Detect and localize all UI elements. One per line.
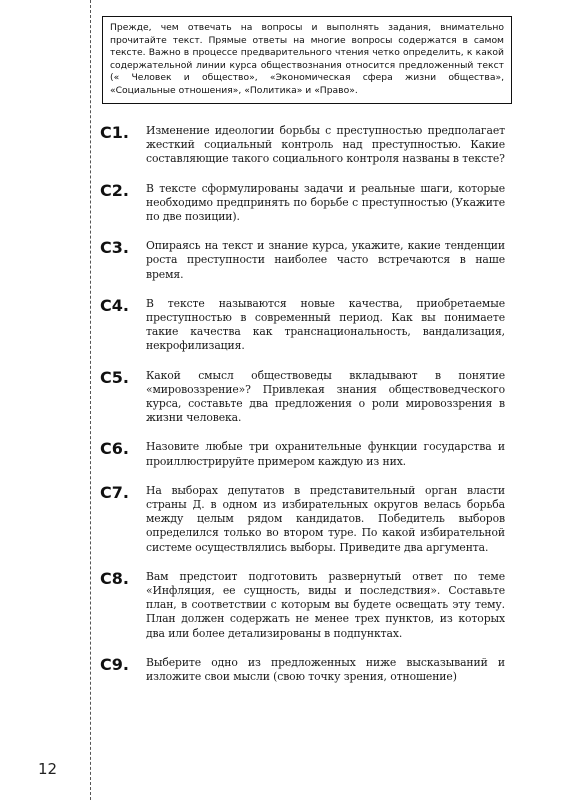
task-c6	[100, 440, 505, 468]
task-number: C2.	[100, 180, 129, 200]
task-number: C3.	[100, 238, 129, 258]
task-number: C8.	[100, 568, 129, 588]
task-text: В тексте сформулированы задачи и реальные шаги, которые необходимо предпринять по борьбе с преступностью (Укажите по две позиции).	[146, 181, 505, 224]
task-number: C1.	[100, 123, 129, 142]
task-number: C5.	[100, 367, 129, 387]
task-number: C6.	[100, 439, 129, 459]
task-c7	[100, 484, 505, 555]
task-c4	[100, 297, 505, 354]
task-number: C9.	[100, 654, 129, 674]
page-number: 12	[38, 760, 58, 778]
task-c9	[100, 656, 505, 684]
task-text: Какой смысл обществоведы вкладывают в понятие «мировоззрение»? Привлекая знания обществоведческого курса, составьте два предложения о роли мировоззрения в жизни человека.	[146, 368, 505, 425]
task-text: Выберите одно из предложенных ниже высказываний и изложите свои мысли (свою точку зрения, отношение)	[146, 655, 505, 684]
margin-dashed-line	[90, 0, 91, 800]
task-text: В тексте называются новые качества, приобретаемые преступностью в современный период. Как вы понимаете такие качества как транснациональность, вандализация, некрофилизация.	[146, 296, 505, 353]
task-text: Изменение идеологии борьбы с преступностью предполагает жесткий социальный контроль над преступностью. Какие составляющие такого социального контроля названы в тексте?	[146, 124, 505, 166]
task-c2	[100, 182, 505, 225]
task-c3	[100, 239, 505, 282]
task-number: C4.	[100, 295, 129, 315]
task-c8	[100, 570, 505, 641]
task-number: C7.	[100, 482, 129, 502]
task-text: Назовите любые три охранительные функции государства и проиллюстрируйте примером каждую из них.	[146, 440, 505, 468]
task-text: Опираясь на текст и знание курса, укажите, какие тенденции роста преступности наиболее часто встречаются в наше время.	[146, 239, 505, 281]
task-text: Вам предстоит подготовить развернутый ответ по теме «Инфляция, ее сущность, виды и последствия». Составьте план, в соответствии с которым вы будете освещать эту тему. План должен содержать не менее трех пунктов, из которых два или более детализированы в подпунктах.	[146, 569, 505, 640]
task-c5	[100, 369, 505, 426]
instruction-box: Прежде, чем отвечать на вопросы и выполнять задания, внимательно прочитайте текст. Прямые ответы на многие вопросы содержатся в самом тексте. Важно в процессе предварительного чтения четко определить, к какой содержательной линии курса обществознания относится предложенный текст (« Человек и общество», «Экономическая сфера жизни общества», «Социальные отношения», «Политика» и «Право».	[102, 16, 512, 104]
task-text: На выборах депутатов в представительный орган власти страны Д. в одном из избирательных округов велась борьба между целым рядом кандидатов. Победитель выборов определился только во втором туре. По какой избирательной системе осуществлялись выборы. Приведите два аргумента.	[146, 483, 505, 554]
task-c1	[100, 124, 505, 167]
task-list	[100, 124, 505, 699]
